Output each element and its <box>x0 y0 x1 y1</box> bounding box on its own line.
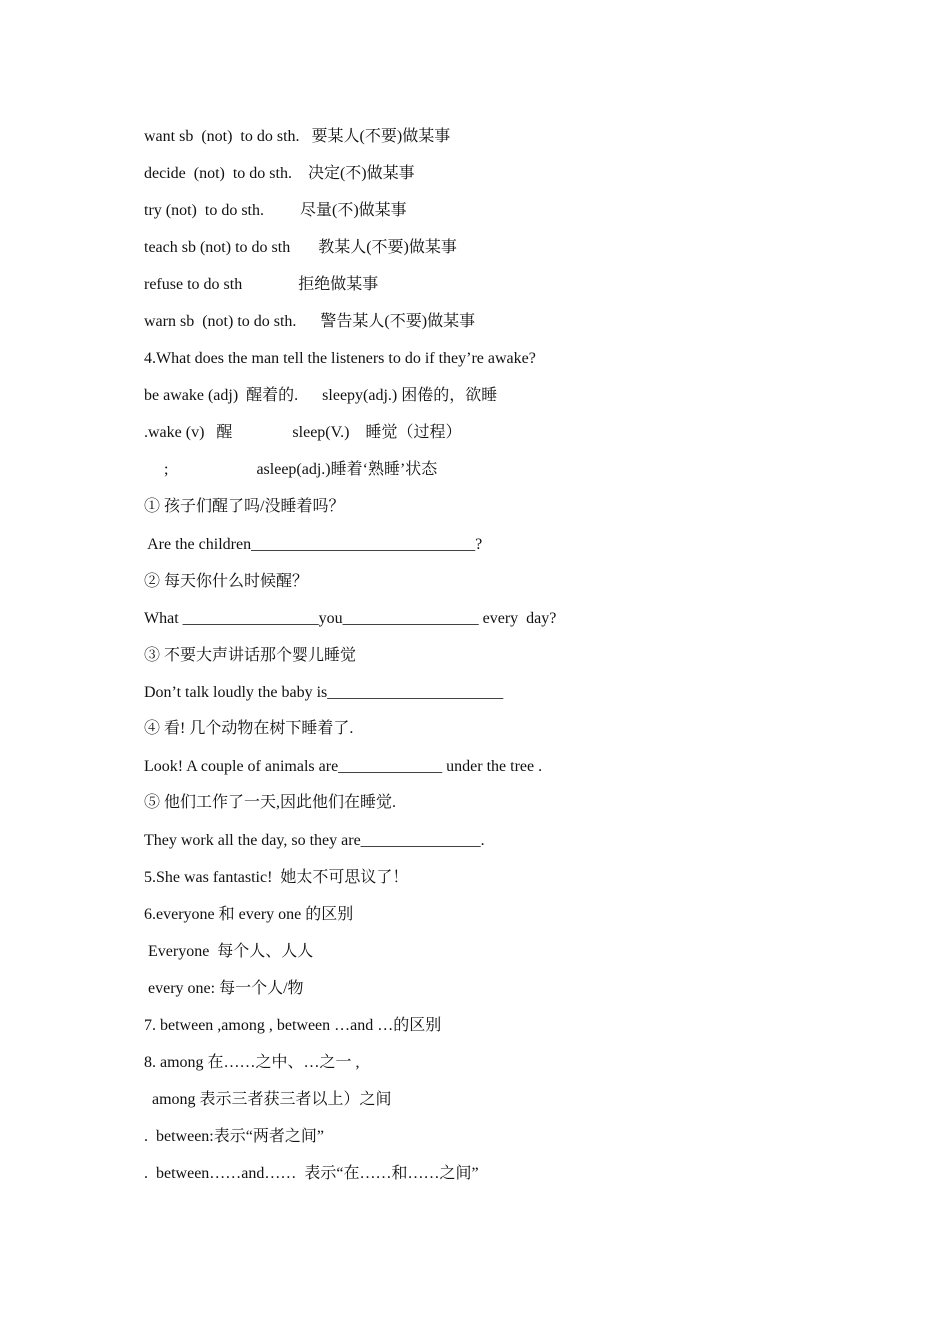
text-line: 7. between ,among , between …and …的区别 <box>144 1017 442 1034</box>
exercise-blank: Don’t talk loudly the baby is______________________ <box>144 684 504 701</box>
exercise-blank: Are the children____________________________? <box>144 536 483 553</box>
exercise-prompt: ① 孩子们醒了吗/没睡着吗？ <box>144 498 345 515</box>
exercise-prompt: ② 每天你什么时候醒？ <box>144 573 309 590</box>
text-line: 6.everyone 和 every one 的区别 <box>144 906 354 923</box>
text-line: .wake (v) 醒 sleep(V.) 睡觉（过程） <box>144 424 462 441</box>
text-line: refuse to do sth 拒绝做某事 <box>144 276 379 293</box>
exercise-prompt: ③ 不要大声讲话那个婴儿睡觉 <box>144 647 357 664</box>
question-heading: 4.What does the man tell the listeners to do if they’re awake? <box>144 350 536 367</box>
exercise-prompt: ④ 看! 几个动物在树下睡着了. <box>144 720 354 737</box>
exercise-blank: Look! A couple of animals are_____________ under the tree . <box>144 758 543 775</box>
exercise-blank: They work all the day, so they are_______________. <box>144 832 485 849</box>
text-line: teach sb (not) to do sth 教某人(不要)做某事 <box>144 239 457 256</box>
text-line: be awake (adj) 醒着的. sleepy(adj.) 困倦的，欲睡 <box>144 387 498 404</box>
exercise-blank: What _________________you_________________ every day? <box>144 610 557 627</box>
text-line: . between……and…… 表示“在……和……之间” <box>144 1165 479 1182</box>
text-line: 8. among 在……之中、…之一 , <box>144 1054 360 1071</box>
text-line: warn sb (not) to do sth. 警告某人(不要)做某事 <box>144 313 476 330</box>
text-line: decide (not) to do sth. 决定(不)做某事 <box>144 165 415 182</box>
text-line: ; asleep(adj.)睡着‘熟睡’状态 <box>144 461 438 478</box>
text-line: try (not) to do sth. 尽量(不)做某事 <box>144 202 407 219</box>
exercise-prompt: ⑤ 他们工作了一天,因此他们在睡觉. <box>144 794 397 811</box>
text-line: among 表示三者获三者以上）之间 <box>144 1091 392 1108</box>
text-line: Everyone 每个人、人人 <box>144 943 314 960</box>
text-line: every one: 每一个人/物 <box>144 980 304 997</box>
text-line: 5.She was fantastic! 她太不可思议了！ <box>144 869 409 886</box>
text-line: . between:表示“两者之间” <box>144 1128 324 1145</box>
text-line: want sb (not) to do sth. 要某人(不要)做某事 <box>144 128 451 145</box>
